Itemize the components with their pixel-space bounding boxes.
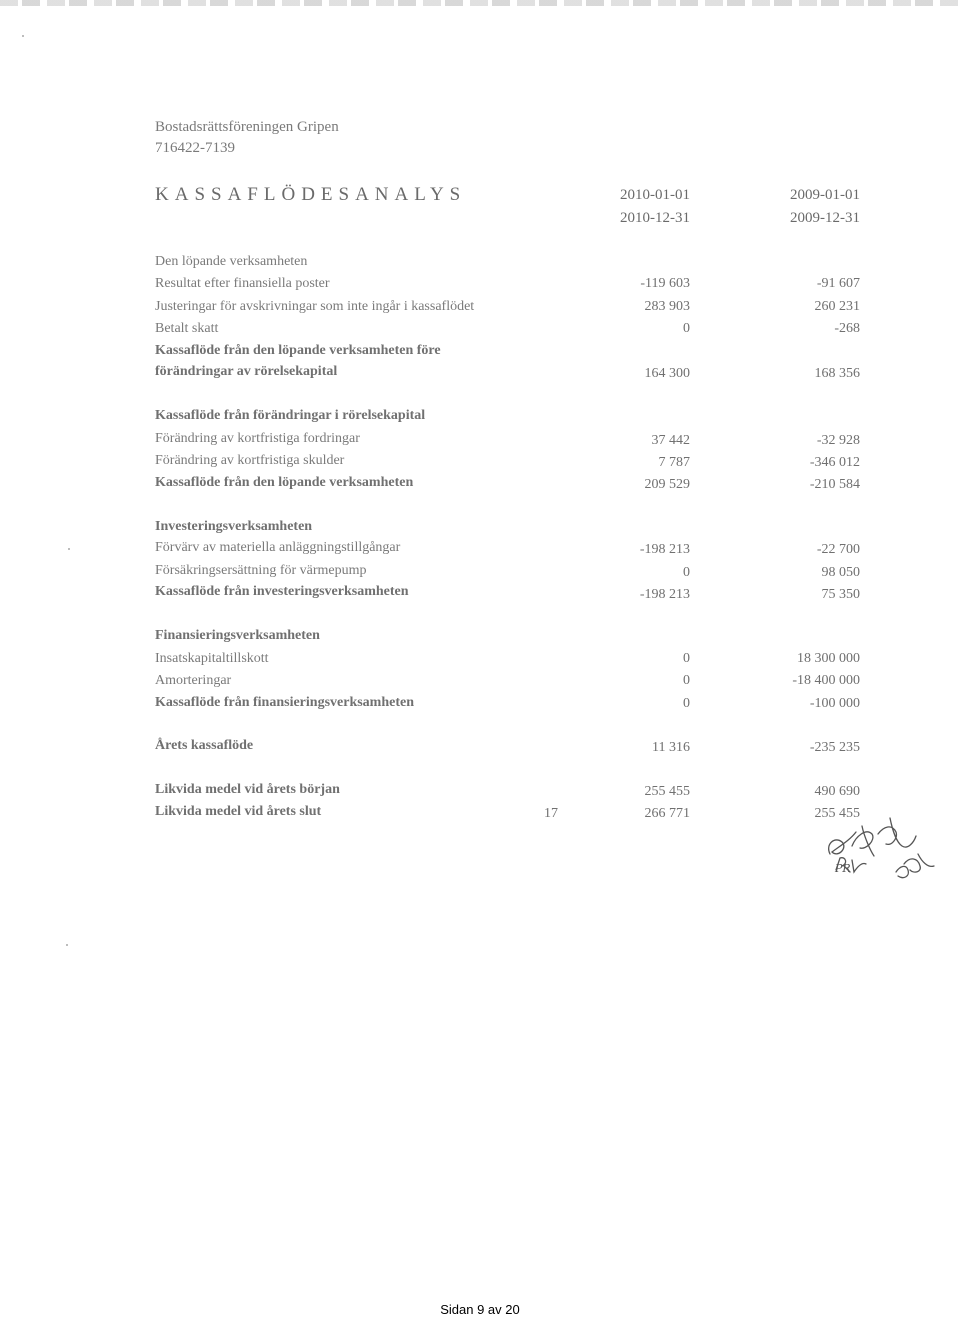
value-current: -198 213: [639, 542, 690, 557]
row-label: Kassaflöde från investeringsverksamheten: [155, 584, 409, 599]
page-number: Sidan 9 av 20: [440, 1302, 520, 1317]
liquid-start-current: 255 455: [644, 784, 690, 799]
row-label: Kassaflöde från finansieringsverksamheten: [155, 695, 414, 710]
value-prior: 168 356: [814, 366, 860, 381]
liquid-start-label: Likvida medel vid årets början: [155, 782, 340, 797]
value-prior: 98 050: [821, 565, 860, 580]
org-number: 716422-7139: [155, 140, 235, 156]
row-label: Kassaflöde från den löpande verksamheten före: [155, 343, 441, 358]
value-prior: -100 000: [809, 696, 860, 711]
value-current: 37 442: [651, 433, 690, 448]
scan-speck: [68, 548, 70, 550]
row-label: Betalt skatt: [155, 321, 219, 336]
period-prior-end: 2009-12-31: [790, 210, 860, 226]
year-cashflow-label: Årets kassaflöde: [155, 738, 254, 753]
value-prior: -268: [834, 321, 860, 336]
value-prior: -210 584: [809, 477, 860, 492]
row-label: Kassaflöde från den löpande verksamheten: [155, 475, 414, 490]
section-heading-working-capital: Kassaflöde från förändringar i rörelsekapital: [155, 408, 426, 423]
note-reference: 17: [544, 806, 558, 821]
section-heading-financing: Finansieringsverksamheten: [155, 628, 320, 643]
scan-speck: [22, 35, 24, 37]
row-label: Amorteringar: [155, 673, 232, 688]
period-current-end: 2010-12-31: [620, 210, 690, 226]
scan-edge-noise: [0, 0, 960, 6]
value-current: 7 787: [658, 455, 690, 470]
value-current: 0: [683, 321, 690, 336]
row-label: Förvärv av materiella anläggningstillgångar: [155, 540, 401, 555]
liquid-end-prior: 255 455: [814, 806, 860, 821]
liquid-end-current: 266 771: [644, 806, 690, 821]
row-label: Förändring av kortfristiga fordringar: [155, 431, 360, 446]
org-name: Bostadsrättsföreningen Gripen: [155, 119, 339, 135]
row-label: Insatskapitaltillskott: [155, 651, 269, 666]
year-cashflow-prior: -235 235: [809, 740, 860, 755]
value-current: 0: [683, 651, 690, 666]
value-prior: -346 012: [809, 455, 860, 470]
signature-initials: PR: [835, 862, 851, 875]
row-label: Försäkringsersättning för värmepump: [155, 563, 367, 578]
value-prior: 260 231: [814, 299, 860, 314]
page-title: KASSAFLÖDESANALYS: [155, 184, 467, 205]
row-label: Resultat efter finansiella poster: [155, 276, 330, 291]
value-current: -198 213: [639, 587, 690, 602]
section-heading-operating: Den löpande verksamheten: [155, 254, 308, 269]
row-label: Justeringar för avskrivningar som inte ingår i kassaflödet: [155, 299, 475, 314]
value-prior: -91 607: [816, 276, 860, 291]
handwritten-signature: [800, 806, 940, 886]
period-prior-start: 2009-01-01: [790, 187, 860, 203]
value-current: 283 903: [644, 299, 690, 314]
value-prior: -22 700: [816, 542, 860, 557]
value-prior: 75 350: [821, 587, 860, 602]
value-current: -119 603: [640, 276, 690, 291]
value-current: 0: [683, 696, 690, 711]
value-current: 209 529: [644, 477, 690, 492]
period-current-start: 2010-01-01: [620, 187, 690, 203]
liquid-end-label: Likvida medel vid årets slut: [155, 804, 322, 819]
section-heading-investing: Investeringsverksamheten: [155, 519, 313, 534]
value-current: 0: [683, 565, 690, 580]
liquid-start-prior: 490 690: [814, 784, 860, 799]
value-prior: -32 928: [816, 433, 860, 448]
row-label: förändringar av rörelsekapital: [155, 364, 338, 379]
scan-speck: [66, 944, 68, 946]
value-current: 164 300: [644, 366, 690, 381]
value-prior: -18 400 000: [792, 673, 860, 688]
year-cashflow-current: 11 316: [652, 740, 690, 755]
row-label: Förändring av kortfristiga skulder: [155, 453, 345, 468]
value-current: 0: [683, 673, 690, 688]
value-prior: 18 300 000: [797, 651, 860, 666]
